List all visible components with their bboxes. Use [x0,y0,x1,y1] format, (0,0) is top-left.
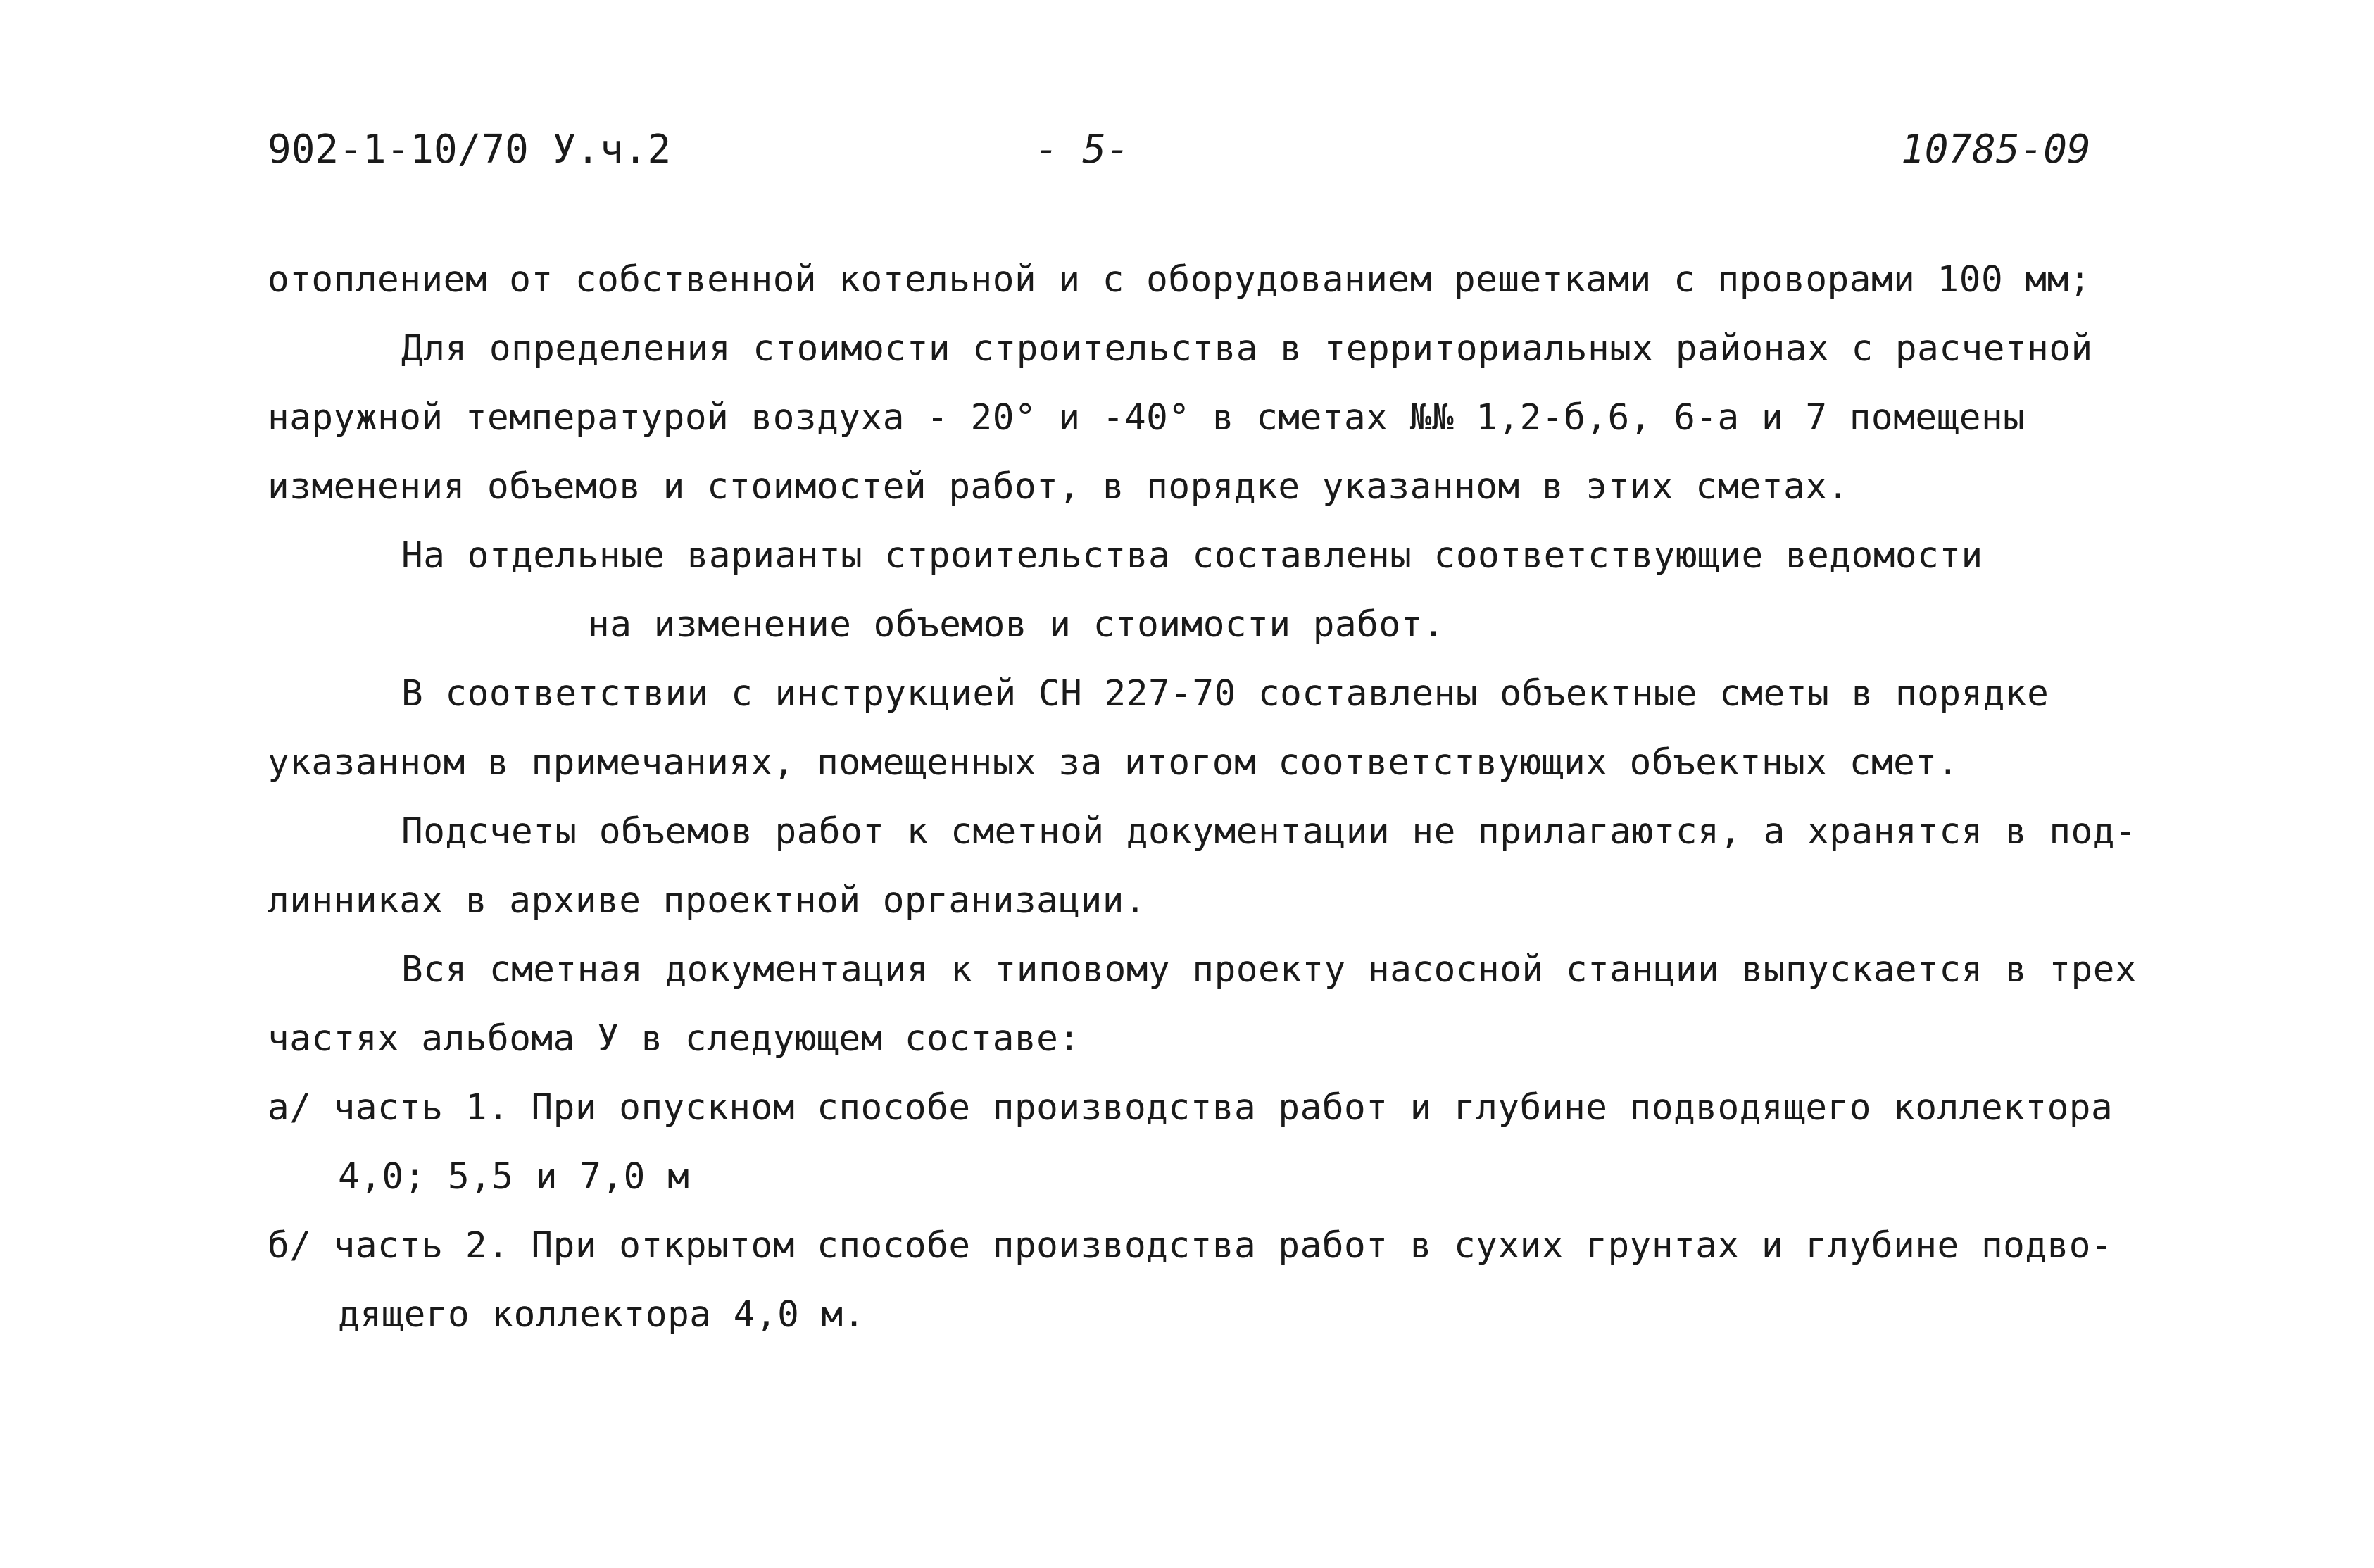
text-line: Подсчеты объемов работ к сметной документации не прилагаются, а хранятся в под- [401,811,2137,853]
text-line: линниках в архиве проектной организации. [268,880,1147,922]
text-line: отоплением от собственной котельной и с оборудованием решетками с проворами 100 мм; [268,259,2091,301]
text-line: наружной температурой воздуха - 20° и -40° в сметах №№ 1,2-б,6, 6-а и 7 помещены [268,397,2026,439]
text-line: изменения объемов и стоимостей работ, в порядке указанном в этих сметах. [268,466,1849,508]
list-item: а/ часть 1. При опускном способе производства работ и глубине подводящего коллектора [268,1087,2114,1129]
text-line: Вся сметная документация к типовому проекту насосной станции выпускается в трех [401,949,2137,991]
document-code: 902-1-10/70 У.ч.2 [268,127,672,173]
text-line: Для определения стоимости строительства в территориальных районах с расчетной [401,328,2093,370]
list-item-continuation: дящего коллектора 4,0 м. [338,1294,865,1336]
list-item: б/ часть 2. При открытом способе производства работ в сухих грунтах и глубине подво- [268,1225,2114,1267]
page-number: - 5- [1035,127,1130,173]
text-line: На отдельные варианты строительства составлены соответствующие ведомости [401,535,1983,577]
list-item-continuation: 4,0; 5,5 и 7,0 м [338,1156,690,1198]
text-line: В соответствии с инструкцией СН 227-70 составлены объектные сметы в порядке [401,673,2049,715]
text-line: на изменение объемов и стоимости работ. [588,604,1445,646]
text-line: указанном в примечаниях, помещенных за итогом соответствующих объектных смет. [268,742,1959,784]
registration-number: 10785-09 [1901,127,2091,173]
text-line: частях альбома У в следующем составе: [268,1018,1081,1060]
